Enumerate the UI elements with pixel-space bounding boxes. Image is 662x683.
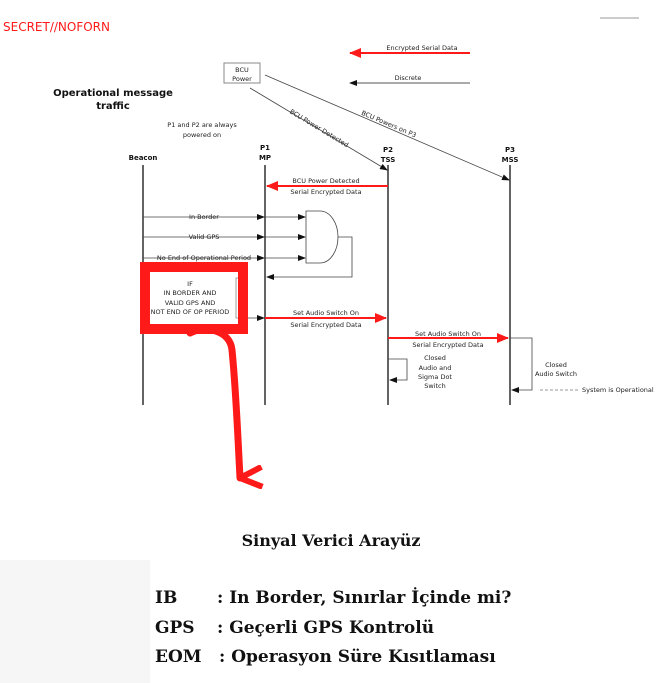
note-line1: P1 and P2 are always xyxy=(167,121,237,129)
set-audio-p2-label: Set Audio Switch On xyxy=(292,309,360,317)
diagram-title-line1: Operational message xyxy=(53,88,173,99)
no-end-label: No End of Operational Period xyxy=(156,254,252,262)
caption-abbr: IB xyxy=(155,588,178,608)
beacon-label: Beacon xyxy=(128,154,158,162)
classification-marking: SECRET//NOFORN xyxy=(3,20,110,34)
bcu-detected-label: BCU Power Detected xyxy=(292,177,360,185)
valid-gps-label: Valid GPS xyxy=(188,233,220,241)
watermark xyxy=(0,560,150,683)
p3-label: P3 xyxy=(504,146,516,154)
caption-title: Sinyal Verici Arayüz xyxy=(241,531,421,550)
p3-loop-line1: Closed xyxy=(545,361,567,369)
diagram-title-line2: traffic xyxy=(96,101,130,112)
p2-label: P2 xyxy=(382,146,394,154)
p2-loop-line2: Audio and xyxy=(418,364,452,372)
bcu-detected-sublabel: Serial Encrypted Data xyxy=(290,188,362,196)
set-audio-p3-label: Set Audio Switch On xyxy=(414,330,482,338)
highlight-arrow xyxy=(190,329,240,478)
bcu-detected-diag-label: BCU Power Detected xyxy=(288,107,350,150)
p1-label: P1 xyxy=(259,144,271,152)
legend-encrypted-label: Encrypted Serial Data xyxy=(386,44,458,52)
p2-loop-line4: Switch xyxy=(424,382,446,390)
p2-sublabel: TSS xyxy=(380,156,396,164)
set-audio-p3-sublabel: Serial Encrypted Data xyxy=(412,341,484,349)
p3-sublabel: MSS xyxy=(501,156,519,164)
condition-line1: IF xyxy=(187,280,193,288)
caption-text: : In Border, Sınırlar İçinde mi? xyxy=(217,588,512,608)
note-line2: powered on xyxy=(182,131,222,139)
p1-sublabel: MP xyxy=(258,154,272,162)
and-gate xyxy=(306,211,338,263)
caption-abbr: GPS xyxy=(155,618,195,638)
p2-self-loop xyxy=(388,359,407,380)
caption-text: : Operasyon Süre Kısıtlaması xyxy=(219,647,496,667)
highlight-box xyxy=(145,267,243,329)
bcu-powers-p3-label: BCU Powers on P3 xyxy=(360,108,418,140)
condition-line3: VALID GPS AND xyxy=(164,299,216,307)
system-status-label: System is Operational xyxy=(582,386,654,394)
condition-line4: NOT END OF OP PERIOD xyxy=(150,308,230,316)
set-audio-p2-sublabel: Serial Encrypted Data xyxy=(290,321,362,329)
bcu-box-line2: Power xyxy=(232,75,252,83)
in-border-label: In Border xyxy=(189,213,219,221)
p2-loop-line1: Closed xyxy=(424,354,446,362)
caption-abbr: EOM xyxy=(155,647,202,667)
p2-loop-line3: Sigma Dot xyxy=(418,373,452,381)
condition-line2: IN BORDER AND xyxy=(163,289,217,297)
bcu-box-line1: BCU xyxy=(235,66,249,74)
legend-discrete-label: Discrete xyxy=(394,74,422,82)
p3-loop-line2: Audio Switch xyxy=(534,370,578,378)
caption-text: : Geçerli GPS Kontrolü xyxy=(217,618,435,638)
p3-self-loop xyxy=(510,338,532,390)
